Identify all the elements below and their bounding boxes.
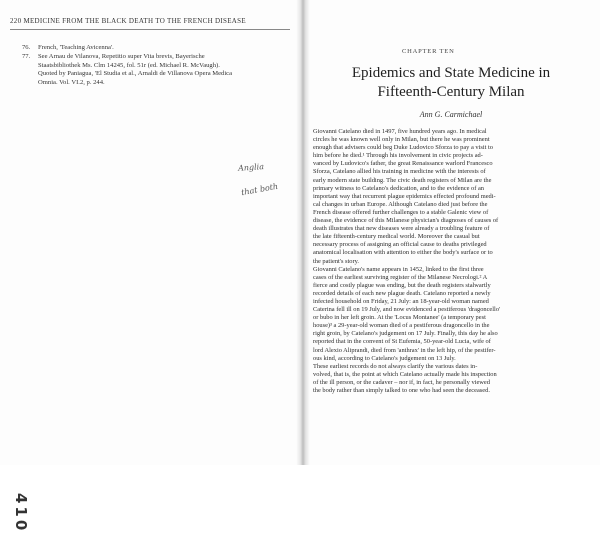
running-head: 220 MEDICINE FROM THE BLACK DEATH TO THE FRENCH DISEASE — [10, 17, 246, 25]
author-name: Ann G. Carmichael — [419, 110, 483, 119]
body-line: the late fifteenth-century medical world. Moreover the casual but — [313, 233, 480, 241]
endnote-number: 77. — [22, 53, 31, 61]
body-line: Caterina fell ill on 19 July, and now evidenced a pestiferous 'dragoncello' — [313, 306, 501, 314]
body-line: lord Alexio Aliprandi, died from 'anthrax' in the left hip, of the pestifer- — [313, 346, 496, 354]
body-line: circles he was known well only in Milan, but there he was prominent — [313, 136, 490, 144]
running-head-rule — [10, 29, 290, 30]
stamp-number: 410 — [12, 493, 30, 534]
book-gutter — [296, 0, 310, 465]
body-line: of the ill person, or the cadaver – nor if, in fact, he personally viewed — [313, 378, 490, 386]
body-line: volved, that is, the point at which Catelano actually made his inspection — [313, 370, 497, 378]
endnote-line: Omnia. Vol. VI.2, p. 244. — [38, 78, 105, 86]
body-line: him before he died.¹ Through his involvement in civic projects ad- — [313, 152, 483, 160]
body-line: enough that advisers could beg Duke Ludovico Sforza to pay a visit to — [313, 144, 493, 152]
body-line: infected household on Friday, 21 July: an 18-year-old woman named — [313, 297, 489, 305]
endnote-line: French, 'Teaching Avicenna'. — [38, 44, 114, 51]
body-line: primary witness to Catelano's dedication, and to the evidence of an — [313, 184, 484, 192]
endnotes — [22, 44, 254, 87]
page-stamp — [12, 246, 42, 534]
body-line: right groin, by Catelano's judgement on 17 July. Finally, this day he also — [313, 330, 498, 338]
body-line: or bubo in her left groin. At the 'Locus Montanee' (a temporary pest — [313, 314, 486, 322]
chapter-title — [310, 64, 592, 102]
chapter-label: CHAPTER TEN — [402, 48, 455, 55]
body-line: anatomical localisation with attention to either the body's surface or to — [313, 249, 493, 257]
body-line: Sforza, Catelano allied his training in medicine with the interests of — [313, 168, 486, 176]
body-line: disease, the evidence of this Milanese physician's diagnoses of causes of — [313, 217, 499, 225]
body-line: necessary process of assigning an official cause to deaths privileged — [313, 241, 487, 249]
body-line: cal changes in urban Europe. Although Catelano died just before the — [313, 200, 488, 208]
endnote-number: 76. — [22, 44, 31, 51]
endnote — [22, 53, 254, 87]
handwritten-annotation: that both — [240, 181, 279, 198]
body-line: important way that recurrent plague epidemics effected profound medi- — [313, 192, 496, 200]
body-line: These earliest records do not always clarify the various dates in- — [313, 362, 478, 370]
body-line: early modern state building. The civic death registers of Milan are the — [313, 176, 492, 184]
body-line: Giovanni Catelano's name appears in 1452, linked to the first three — [313, 265, 484, 273]
body-line: the patient's story. — [313, 257, 359, 265]
endnote-line: See Arnau de Vilanova, Repetitio super Vita brevis, Bayerische — [38, 53, 205, 61]
handwritten-annotation: Anglia — [237, 162, 265, 173]
title-line: Fifteenth-Century Milan — [377, 84, 525, 100]
body-line: recorded details of each new plague death. Catelano reported a newly — [313, 289, 491, 297]
body-line: death illustrates that new diseases were already a troubling feature of — [313, 225, 490, 233]
body-text — [313, 128, 585, 395]
body-line: house)³ a 29-year-old woman died of a pestiferous dragoncello in the — [313, 322, 490, 330]
endnote — [22, 44, 254, 52]
body-line: Giovanni Catelano died in 1497, five hundred years ago. In medical — [313, 128, 487, 135]
body-line: French disease offered further challenges to a stable Galenic view of — [313, 208, 489, 216]
title-line: Epidemics and State Medicine in — [351, 65, 551, 81]
body-line: ous kind, according to Catelano's judgement on 13 July. — [313, 354, 456, 362]
endnote-line: Quoted by Paniagua, 'El Studia et al., Arnaldi de Villanova Opera Medica — [38, 70, 233, 78]
left-page — [0, 0, 302, 534]
body-line: vanced by Ludovico's father, the great Renaissance warlord Francesco — [313, 160, 493, 168]
body-line: fierce and costly plague was ending, but the death registers stalwartly — [313, 281, 491, 289]
body-line: cases of the earliest surviving register of the Milanese Necrologi.² A — [313, 273, 488, 281]
endnote-line: Staatsbibliothek Ms. Clm 14245, fol. 51r (ed. Michael R. McVaugh). — [38, 61, 220, 69]
body-line: reported that in the convent of St Eufemia, 50-year-old Lucia, wife of — [313, 338, 491, 346]
body-line: the body rather than simply talked to one who had seen the deceased. — [313, 387, 490, 394]
